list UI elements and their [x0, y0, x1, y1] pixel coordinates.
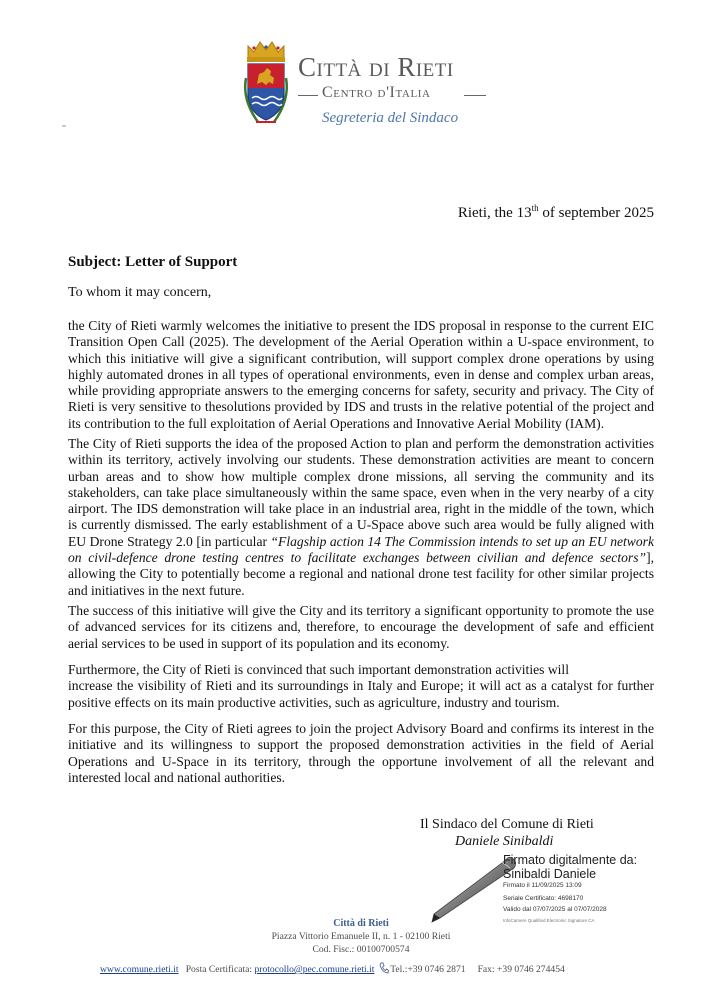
letter-subject: Subject: Letter of Support [68, 254, 238, 270]
phone-icon [379, 962, 389, 974]
signatory-name: Daniele Sinibaldi [455, 834, 554, 849]
fax-number: Fax: +39 0746 274454 [477, 964, 565, 975]
paragraph-1: the City of Rieti warmly welcomes the initiative to present the IDS proposal in response to the current EIC Transition Open Call (2025). The development of the Aerial Operation within a U-space environment, to which this initiative will give a significant contribution, will support complex drone operations by using highly automated drones in all types of operational environments, even in dense and complex urban areas, while providing appropriate answers to the emerging concerns for safety, security and privacy. The City of Rieti is very sensitive to thesolutions provided by IDS and trusts in the relative potential of the project and its contribution to the full exploitation of Aerial Operations and Innovative Aerial Mobility (IAM). [68, 318, 654, 431]
footer-contacts [100, 962, 565, 975]
brand-subtitle: Centro d'Italia [322, 84, 431, 101]
scan-mark [62, 125, 66, 127]
website-link[interactable]: www.comune.rieti.it [100, 964, 179, 975]
divider [298, 95, 318, 96]
office-name: Segreteria del Sindaco [322, 110, 459, 126]
footer-fiscal-code: Cod. Fisc.: 00100700574 [312, 944, 410, 955]
certificate-serial: Seriale Certificato: 4698170 [503, 895, 584, 902]
phone-number: Tel.:+39 0746 2871 [390, 964, 466, 975]
signed-on: Firmato il 11/09/2025 13:09 [503, 882, 582, 889]
brand-subtitle-block [298, 84, 498, 106]
paragraph-4 [68, 662, 654, 711]
pec-label: Posta Certificata: [185, 964, 253, 975]
signatory-title: Il Sindaco del Comune di Rieti [420, 817, 594, 832]
paragraph-5: For this purpose, the City of Rieti agrees to join the project Advisory Board and confirms its interest in the initiative and its willingness to support the proposed demonstration activities in the field of Aerial Operations and U-Space in its territory, through the opportune involvement of all the relevant and interested local and national authorities. [68, 721, 654, 785]
certificate-validity: Valido dal 07/07/2025 al 07/07/2028 [503, 906, 607, 913]
footer-address: Piazza Vittorio Emanuele II, n. 1 - 02100 Rieti [271, 931, 451, 942]
letter-date [458, 203, 654, 222]
paragraph-2 [68, 436, 654, 599]
date-month-year: of september 2025 [538, 205, 654, 221]
paragraph-2-quote: “Flagship action 14 The Commission intends to set up an EU network on civil-defence drone testing centres to facilitate exchanges between civilian and defence sectors” [68, 533, 654, 566]
divider [464, 95, 486, 96]
coat-of-arms-logo [240, 38, 292, 126]
paragraph-4-text: increase the visibility of Rieti and its surroundings in Italy and Europe; it will act as a catalyst for further positive effects on its main productive activities, such as agriculture, industry and tourism. [68, 678, 654, 710]
brand-title: Città di Rieti [298, 52, 454, 82]
pec-email-link[interactable]: protocollo@pec.comune.rieti.it [254, 964, 375, 975]
paragraph-4-line-1: Furthermore, the City of Rieti is convinced that such important demonstration activities will [68, 662, 569, 677]
footer-org: Città di Rieti [333, 918, 389, 929]
salutation: To whom it may concern, [68, 285, 212, 300]
date-ordinal: th [531, 203, 539, 213]
date-day: Rieti, the 13 [457, 205, 532, 221]
paragraph-2-text-end: ], allowing the City to potentially become a regional and national drone test facility for other similar projects and initiatives in the next future. [68, 550, 654, 598]
paragraph-2-text: The City of Rieti supports the idea of the proposed Action to plan and perform the demonstration activities within its territory, actively involving our students. These demonstration activities are meant to concern urban areas and to show how multiple complex drone missions, all serving the community and its stakeholders, can take place simultaneously within the same space, even when in the very nearby of a city airport. The IDS demonstration will take place in an industrial area, right in the middle of the town, which is currently dismissed. The early establishment of a U-Space above such area would be fully aligned with EU Drone Strategy 2.0 [in particular [68, 436, 654, 549]
digital-signature-name: Sinibaldi Daniele [503, 867, 597, 881]
certificate-issuer: InfoCamere Qualified Electronic Signature CA [503, 918, 595, 923]
paragraph-3: The success of this initiative will give the City and its territory a significant opportunity to promote the use of advanced services for its citizens and, therefore, to encourage the development of safe and efficient aerial services to be used in support of its population and its economy. [68, 603, 654, 651]
digital-signature-label: Firmato digitalmente da: [503, 853, 638, 867]
